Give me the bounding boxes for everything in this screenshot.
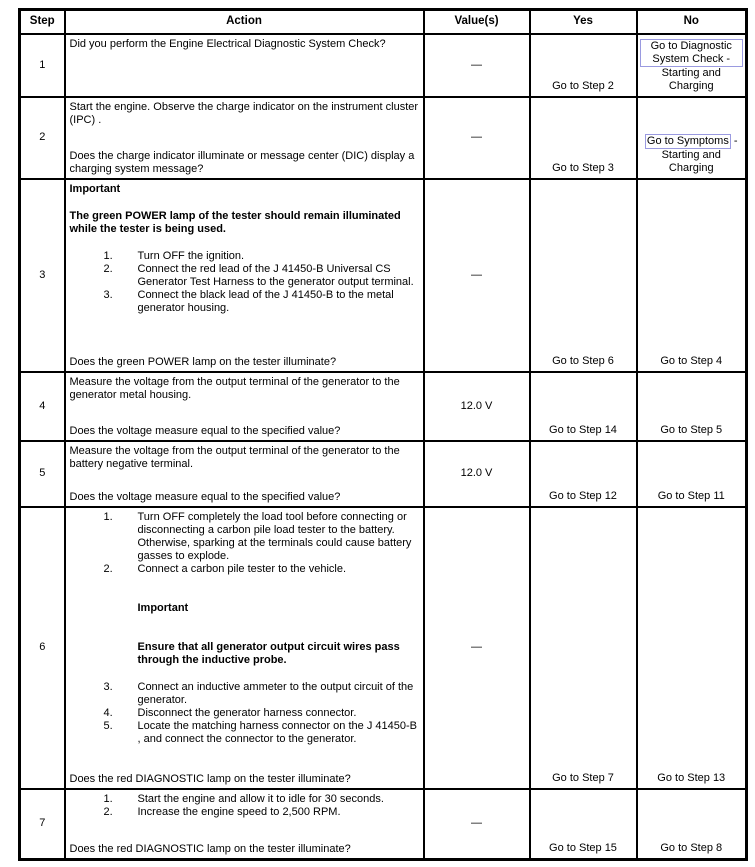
list-item-text: Connect the red lead of the J 41450-B Universal CS Generator Test Harness to the generator output terminal. bbox=[137, 262, 414, 288]
list-item bbox=[70, 563, 419, 576]
no-cell: Go to Step 4 bbox=[637, 179, 747, 372]
action-cell bbox=[65, 789, 424, 860]
question-text: Does the red DIAGNOSTIC lamp on the tester illuminate? bbox=[69, 843, 351, 855]
list-item-number: 2. bbox=[103, 262, 113, 275]
list-item bbox=[70, 681, 419, 707]
yes-cell: Go to Step 2 bbox=[530, 34, 637, 97]
action-paragraph: Did you perform the Engine Electrical Diagnostic System Check? bbox=[69, 37, 386, 50]
header-row bbox=[20, 10, 747, 34]
value-cell: — bbox=[424, 179, 530, 372]
action-bold-note: Ensure that all generator output circuit wires pass through the inductive probe. bbox=[137, 640, 400, 666]
list-item-number: 2. bbox=[103, 805, 113, 818]
step-number-cell: 7 bbox=[20, 789, 65, 860]
list-item-number: 1. bbox=[103, 510, 113, 523]
action-paragraph: Measure the voltage from the output terminal of the generator to the generator metal housing. bbox=[69, 375, 400, 401]
value-cell: 12.0 V bbox=[424, 372, 530, 441]
action-list bbox=[70, 681, 419, 746]
yes-cell: Go to Step 6 bbox=[530, 179, 637, 372]
column-header-values: Value(s) bbox=[424, 10, 530, 34]
table-row bbox=[20, 179, 747, 372]
list-item-number: 5. bbox=[103, 719, 113, 732]
no-cell: Go to Step 13 bbox=[637, 507, 747, 789]
column-header-action: Action bbox=[65, 10, 424, 34]
table-row bbox=[20, 507, 747, 789]
action-list bbox=[70, 511, 419, 576]
list-item-text: Disconnect the generator harness connector. bbox=[137, 706, 357, 719]
list-item bbox=[70, 511, 419, 563]
question-text: Does the voltage measure equal to the specified value? bbox=[69, 424, 341, 437]
no-link-suffix: - Starting and Charging bbox=[661, 134, 738, 174]
yes-cell: Go to Step 14 bbox=[530, 372, 637, 441]
list-item-number: 1. bbox=[103, 792, 113, 805]
yes-cell: Go to Step 3 bbox=[530, 97, 637, 179]
action-cell bbox=[65, 97, 424, 179]
list-item-text: Connect a carbon pile tester to the vehicle. bbox=[137, 562, 347, 575]
list-item bbox=[70, 720, 419, 746]
step-number-cell: 2 bbox=[20, 97, 65, 179]
action-list bbox=[70, 250, 419, 315]
action-paragraph: Measure the voltage from the output terminal of the generator to the battery negative terminal. bbox=[69, 444, 400, 470]
list-item bbox=[70, 289, 419, 315]
question-text: Does the red DIAGNOSTIC lamp on the tester illuminate? bbox=[69, 772, 351, 785]
column-header-no: No bbox=[637, 10, 747, 34]
value-cell: — bbox=[424, 789, 530, 860]
no-cell: Go to Step 5 bbox=[637, 372, 747, 441]
question-text: Does the green POWER lamp on the tester illuminate? bbox=[69, 355, 337, 368]
step-number-cell: 6 bbox=[20, 507, 65, 789]
list-item-text: Connect an inductive ammeter to the output circuit of the generator. bbox=[137, 680, 414, 706]
list-item bbox=[70, 793, 419, 806]
value-cell: — bbox=[424, 97, 530, 179]
no-link-suffix: Starting and Charging bbox=[661, 66, 721, 92]
value-cell: — bbox=[424, 34, 530, 97]
action-bold-note: Important bbox=[69, 182, 121, 195]
list-item-number: 2. bbox=[103, 562, 113, 575]
no-cell: Go to Step 11 bbox=[637, 441, 747, 507]
list-item bbox=[70, 250, 419, 263]
action-paragraph: Start the engine. Observe the charge indicator on the instrument cluster (IPC) . bbox=[69, 100, 419, 126]
no-cell: Go to Step 8 bbox=[637, 789, 747, 860]
column-header-yes: Yes bbox=[530, 10, 637, 34]
table-row bbox=[20, 97, 747, 179]
step-number-cell: 3 bbox=[20, 179, 65, 372]
table-row bbox=[20, 372, 747, 441]
list-item-text: Connect the black lead of the J 41450-B to the metal generator housing. bbox=[137, 288, 394, 314]
no-cell bbox=[637, 34, 747, 97]
step-number-cell: 5 bbox=[20, 441, 65, 507]
no-cell bbox=[637, 97, 747, 179]
list-item-number: 1. bbox=[103, 249, 113, 262]
action-cell bbox=[65, 441, 424, 507]
action-cell bbox=[65, 34, 424, 97]
value-cell: — bbox=[424, 507, 530, 789]
question-text: Does the voltage measure equal to the specified value? bbox=[69, 490, 341, 503]
list-item-text: Locate the matching harness connector on the J 41450-B , and connect the connector to the generator. bbox=[137, 719, 417, 745]
list-item-number: 3. bbox=[103, 680, 113, 693]
list-item-text: Turn OFF completely the load tool before connecting or disconnecting a carbon pile load tester to the battery. Otherwise, sparking at the terminals could cause battery gasses to explode. bbox=[137, 510, 412, 562]
value-cell: 12.0 V bbox=[424, 441, 530, 507]
table-row bbox=[20, 441, 747, 507]
step-number-cell: 4 bbox=[20, 372, 65, 441]
diagnostic-table bbox=[18, 8, 748, 861]
action-bold-note: Important bbox=[137, 601, 189, 614]
action-cell bbox=[65, 507, 424, 789]
action-cell bbox=[65, 372, 424, 441]
action-list bbox=[70, 793, 419, 819]
list-item-text: Increase the engine speed to 2,500 RPM. bbox=[137, 805, 341, 818]
list-item-text: Turn OFF the ignition. bbox=[137, 249, 245, 262]
action-bold-note: The green POWER lamp of the tester should remain illuminated while the tester is being used. bbox=[69, 209, 401, 235]
list-item-number: 3. bbox=[103, 288, 113, 301]
list-item bbox=[70, 263, 419, 289]
yes-cell: Go to Step 7 bbox=[530, 507, 637, 789]
go-to-link[interactable]: Go to Symptoms bbox=[646, 134, 729, 147]
list-item bbox=[70, 806, 419, 819]
list-item-number: 4. bbox=[103, 706, 113, 719]
yes-cell: Go to Step 15 bbox=[530, 789, 637, 860]
yes-cell: Go to Step 12 bbox=[530, 441, 637, 507]
action-cell bbox=[65, 179, 424, 372]
go-to-link[interactable]: Go to Diagnostic System Check - bbox=[640, 39, 744, 67]
table-row bbox=[20, 34, 747, 97]
question-text: Does the charge indicator illuminate or message center (DIC) display a charging system message? bbox=[69, 149, 415, 175]
step-number-cell: 1 bbox=[20, 34, 65, 97]
table-row bbox=[20, 789, 747, 860]
column-header-step: Step bbox=[20, 10, 65, 34]
list-item-text: Start the engine and allow it to idle for 30 seconds. bbox=[137, 792, 384, 805]
list-item bbox=[70, 707, 419, 720]
